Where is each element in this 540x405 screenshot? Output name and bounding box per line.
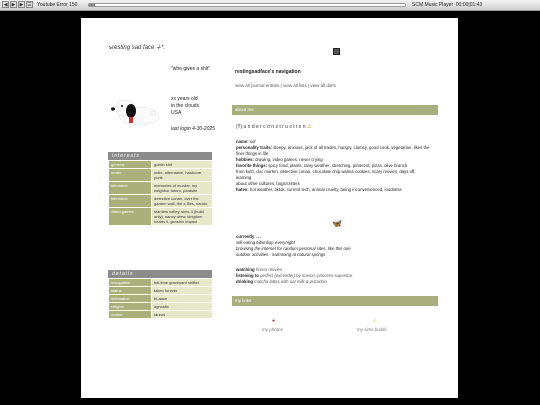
construction-icon: ⚠ bbox=[306, 124, 312, 130]
my-photos-link[interactable]: my photos bbox=[262, 327, 283, 332]
player-progress-bar[interactable] bbox=[88, 3, 406, 7]
about-me-header: about me bbox=[232, 105, 438, 115]
player-time: 00:00|01:43 bbox=[455, 2, 483, 8]
currently-section: currently . . . still eating bibimbap everynight browsing the internet for random personal sites, like this one outdoor activities - swimming at natural springs bbox=[236, 234, 351, 257]
play-icon[interactable]: ▶ bbox=[11, 2, 16, 8]
table-row: video games stardew valley, sims 4 (build only), nancy drew, kingdom hearts ii, genshin impact bbox=[109, 208, 212, 225]
nav-links[interactable]: view all journal entries | view all lists | view all diefs bbox=[235, 83, 336, 88]
media-status: watching horror movies listening to perfect (exceeder) by mason, princess superstar drinking matcha lattes with oat milk & pistachio bbox=[236, 267, 353, 284]
table-row: orientation bi-aace bbox=[109, 295, 212, 302]
prev-icon[interactable]: ◀ bbox=[3, 2, 8, 8]
interests-header: interests bbox=[108, 152, 212, 160]
player-track-title: Youtube Error 150 bbox=[37, 2, 78, 8]
profile-country: USA bbox=[171, 110, 182, 116]
butterfly-icon: 🦋 bbox=[332, 219, 342, 228]
profile-quote: "who gives a shit" bbox=[171, 66, 211, 72]
table-row: television detective conan, over the garden wall, the x-files, naruto bbox=[109, 195, 212, 207]
ladybug-icon: ● bbox=[272, 318, 276, 324]
table-row: general goblin shit bbox=[109, 161, 212, 168]
my-sims-builds-link[interactable]: my sims builds bbox=[357, 327, 387, 332]
under-construction: (!!) u n d e r c o n s t r u c t i o n ⚠ bbox=[236, 124, 312, 130]
menu-icon[interactable]: ☰ bbox=[27, 2, 32, 8]
details-table bbox=[108, 278, 213, 319]
table-row: religion agnostic bbox=[109, 303, 212, 310]
next-icon[interactable]: ▶ bbox=[19, 2, 24, 8]
snoopy-plush-avatar bbox=[107, 78, 167, 138]
site-title: ↘resting sad face ∔*. bbox=[107, 45, 166, 51]
table-row: music indie, alternative, hardcore, punk bbox=[109, 169, 212, 181]
my-links-header: my links bbox=[232, 296, 438, 306]
music-box-icon[interactable] bbox=[333, 48, 340, 55]
profile-page bbox=[81, 18, 458, 398]
table-row: status taken forever bbox=[109, 287, 212, 294]
details-header: details bbox=[108, 270, 212, 278]
table-row: occupation full-time graveyard shifter bbox=[109, 279, 212, 286]
music-player-bar bbox=[0, 0, 540, 11]
player-app-name: SCM Music Player 00:00|01:43 bbox=[412, 2, 483, 8]
profile-age: xx years old bbox=[171, 96, 198, 102]
profile-info bbox=[171, 96, 199, 117]
moon-icon: ☾ bbox=[373, 318, 378, 324]
last-login: last login 4-30-2025 bbox=[171, 126, 215, 132]
nav-title: restingsadface's navigation bbox=[235, 69, 301, 75]
player-progress-fill bbox=[89, 4, 95, 6]
table-row: television memories of murder, my neighbor totoro, parasite bbox=[109, 182, 212, 194]
profile-location: in the clouds bbox=[171, 103, 200, 109]
table-row: zodiac taurus bbox=[109, 311, 212, 318]
interests-table bbox=[108, 160, 213, 226]
about-me-text: name: sof personality traits: sleepy, anxious, jack of all trades, hungry, clumsy, good cook, vegetarian, likes the finer things in life hobbies: drawing, video games, never crying favorite things: spicy food, plants, rainy weather, stretching, pinterest, pizza, olive branch from kuth, doc marten, detective conan, chocolate chip walnut cookies, scary movies, days off, learning about other cultures, bugs/critters hates: hot weather, tiktok, current tech, animal cruelty, being inconvenienced, loudness bbox=[236, 139, 430, 192]
